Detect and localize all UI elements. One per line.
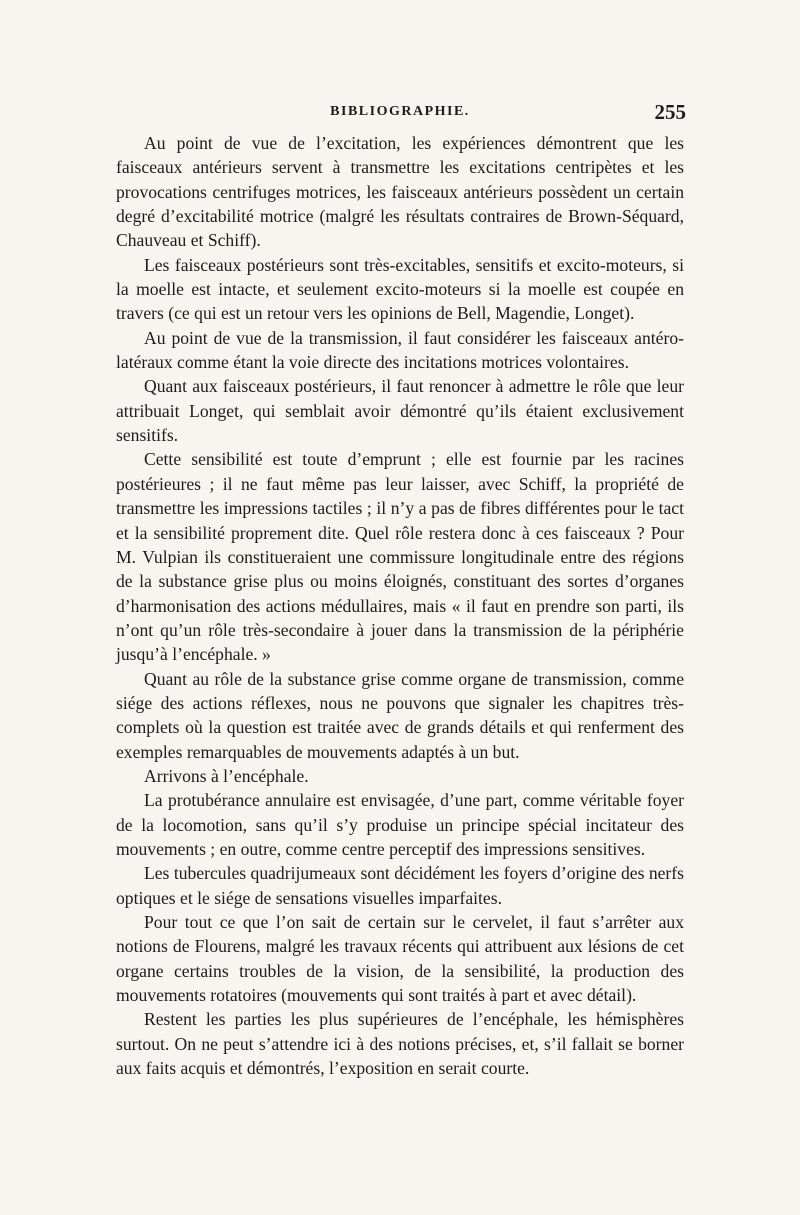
paragraph: La protubérance annulaire est envisagée, d’une part, comme véritable foyer de la locomotion, sans qu’il s’y produise un principe spécial incitateur des mouvements ; en outre, comme centre perceptif des impressions sensitives. <box>116 790 684 859</box>
body-text <box>116 131 684 1080</box>
page-header <box>116 100 684 130</box>
paragraph: Les faisceaux postérieurs sont très-excitables, sensitifs et excito-moteurs, si la moelle est intacte, et seulement excito-moteurs si la moelle est coupée en travers (ce qui est un retour vers les opinions de Bell, Magendie, Longet). <box>116 254 684 324</box>
paragraph: Restent les parties les plus supérieures de l’encéphale, les hémisphères surtout. On ne peut s’attendre ici à des notions précises, et, s’il fallait se borner aux faits acquis et démontrés, l’exposition en serait courte. <box>116 1009 684 1079</box>
paragraph: Les tubercules quadrijumeaux sont décidément les foyers d’origine des nerfs optiques et le siége de sensations visuelles imparfaites. <box>116 863 684 908</box>
paragraph: Au point de vue de l’excitation, les expériences démontrent que les faisceaux antérieurs servent à transmettre les excitations centripètes et les provocations centrifuges motrices, les faisceaux antérieurs possèdent un certain degré d’excitabilité motrice (malgré les résultats contraires de Brown-Séquard, Chauveau et Schiff). <box>116 133 684 251</box>
paragraph: Quant aux faisceaux postérieurs, il faut renoncer à admettre le rôle que leur attribuait Longet, qui semblait avoir démontré qu’ils étaient exclusivement sensitifs. <box>116 376 684 446</box>
running-title: BIBLIOGRAPHIE. <box>330 104 470 119</box>
paragraph: Cette sensibilité est toute d’emprunt ; elle est fournie par les racines postérieures ; il ne faut même pas leur laisser, avec Schiff, la propriété de transmettre les impressions tactiles ; il n’y a pas de fibres différentes pour le tact et la sensibilité proprement dite. Quel rôle restera donc à ces faisceaux ? Pour M. Vulpian ils constitueraient une commissure longitudinale entre des régions de la substance grise plus ou moins éloignés, constituant des sortes d’organes d’harmonisation des actions médullaires, mais « il faut en prendre son parti, ils n’ont qu’un rôle très-secondaire à jouer dans la transmission de la périphérie jusqu’à l’encéphale. » <box>116 449 684 665</box>
paragraph: Arrivons à l’encéphale. <box>144 765 309 786</box>
paragraph: Pour tout ce que l’on sait de certain sur le cervelet, il faut s’arrêter aux notions de Flourens, malgré les travaux récents qui attribuent aux lésions de cet organe certains troubles de la vision, de la sensibilité, la production des mouvements rotatoires (mouvements qui sont traités à part et avec détail). <box>116 912 684 1006</box>
paragraph: Quant au rôle de la substance grise comme organe de transmission, comme siége des actions réflexes, nous ne pouvons que signaler les chapitres très-complets où la question est traitée avec de grands détails et qui renferment des exemples remarquables de mouvements adaptés à un but. <box>116 668 684 762</box>
paragraph: Au point de vue de la transmission, il faut considérer les faisceaux antéro-latéraux comme étant la voie directe des incitations motrices volontaires. <box>116 327 684 373</box>
page-number: 255 <box>654 100 686 124</box>
